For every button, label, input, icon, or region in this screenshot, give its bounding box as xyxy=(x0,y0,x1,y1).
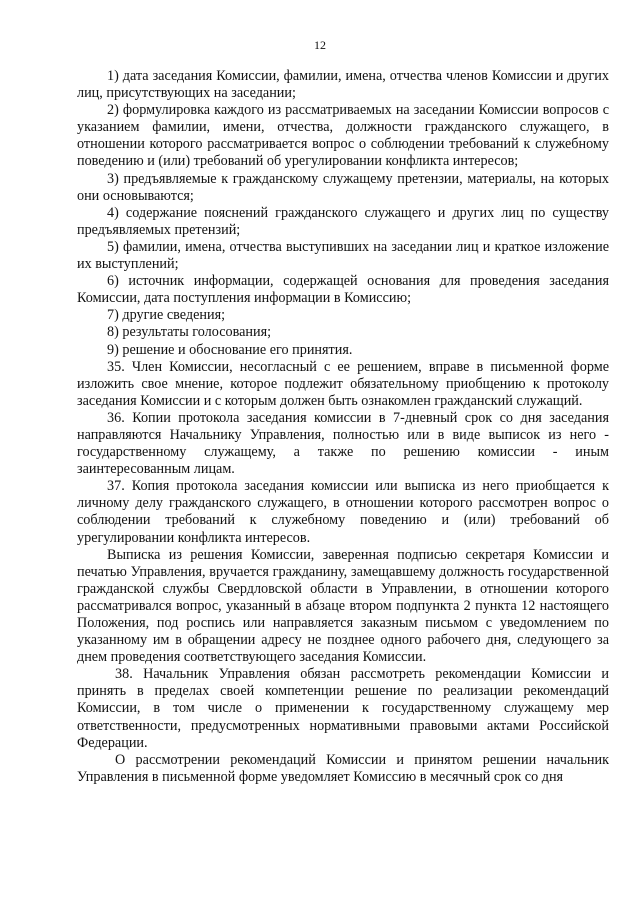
paragraph-item-3: 3) предъявляемые к гражданскому служащему претензии, материалы, на которых они основываются; xyxy=(77,170,609,204)
paragraph-clause-36: 36. Копии протокола заседания комиссии в 7-дневный срок со дня заседания направляются Начальнику Управления, полностью или в виде выписок из него - государственному служащему, а также по решению комиссии - иным заинтересованным лицам. xyxy=(77,409,609,478)
paragraph-clause-37: 37. Копия протокола заседания комиссии или выписка из него приобщается к личному делу гражданского служащего, в отношении которого рассмотрен вопрос о соблюдении требований к служебному поведению и (или) требований об урегулировании конфликта интересов. xyxy=(77,478,609,546)
paragraph-item-6: 6) источник информации, содержащей основания для проведения заседания Комиссии, дата поступления информации в Комиссию; xyxy=(77,273,609,307)
page-number: 12 xyxy=(314,38,326,52)
paragraph-clause-38: 38. Начальник Управления обязан рассмотреть рекомендации Комиссии и принять в пределах своей компетенции решение по реализации рекомендаций Комиссии, в том числе о применении к государственному служащему мер ответственности, предусмотренных нормативными правовыми актами Российской Федерации. xyxy=(77,666,609,751)
paragraph-item-9: 9) решение и обоснование его принятия. xyxy=(107,341,353,358)
document-body xyxy=(77,68,609,786)
paragraph-item-4: 4) содержание пояснений гражданского служащего и других лиц по существу предъявляемых претензий; xyxy=(77,204,609,238)
paragraph-item-8: 8) результаты голосования; xyxy=(107,324,272,341)
paragraph-item-2: 2) формулировка каждого из рассматриваемых на заседании Комиссии вопросов с указанием фамилии, имени, отчества, должности гражданского служащего, в отношении которого рассматривается вопрос о соблюдении требований к служебному поведению и (или) требований об урегулировании конфликта интересов; xyxy=(77,102,609,170)
paragraph-item-1: 1) дата заседания Комиссии, фамилии, имена, отчества членов Комиссии и других лиц, присутствующих на заседании; xyxy=(77,68,609,102)
paragraph-item-7: 7) другие сведения; xyxy=(107,307,226,324)
paragraph-clause-35: 35. Член Комиссии, несогласный с ее решением, вправе в письменной форме изложить свое мнение, которое подлежит обязательному приобщению к протоколу заседания Комиссии и с которым должен быть ознакомлен гражданский служащий. xyxy=(77,358,609,409)
paragraph-item-5: 5) фамилии, имена, отчества выступивших на заседании лиц и краткое изложение их выступлений; xyxy=(77,238,609,273)
paragraph-notification: О рассмотрении рекомендаций Комиссии и принятом решении начальник Управления в письменной форме уведомляет Комиссию в месячный срок со дня xyxy=(77,751,609,785)
paragraph-extract-decision: Выписка из решения Комиссии, заверенная подписью секретаря Комиссии и печатью Управления, вручается гражданину, замещавшему должность государственной гражданской службы Свердловской области в Управлении, в отношении которого рассматривался вопрос, указанный в абзаце втором подпункта 2 пункта 12 настоящего Положения, под роспись или направляется заказным письмом с уведомлением по указанному им в обращении адресу не позднее одного рабочего дня, следующего за днем проведения соответствующего заседания Комиссии. xyxy=(77,546,609,666)
